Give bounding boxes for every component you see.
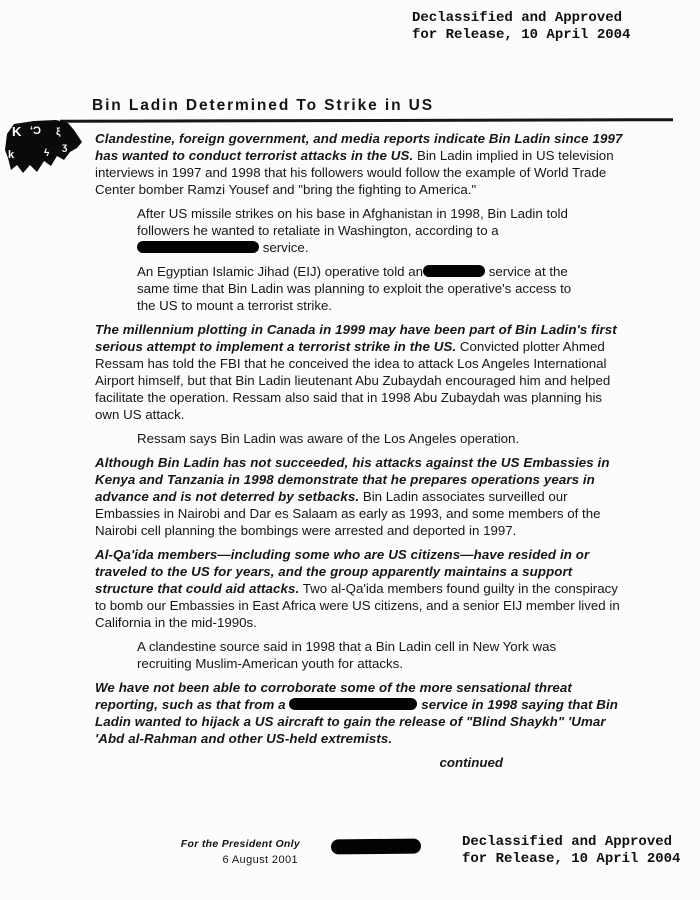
paragraph-embassy-attacks	[95, 454, 623, 539]
lead-sentence: Although Bin Ladin has not succeeded, his attacks against the US Embassies in Kenya and Tanzania in 1998 demonstrate that he prepares operations years in advance and is not deterred by setbacks.	[95, 455, 610, 504]
paragraph-text: Two al-Qa'ida members found guilty in the conspiracy to bomb our Embassies in East Africa were US citizens, and a senior EIJ member lived in California in the mid-1990s.	[95, 581, 620, 630]
svg-text:K: K	[12, 124, 22, 139]
quote-text: After US missile strikes on his base in Afghanistan in 1998, Bin Ladin told followers he wanted to retaliate in Washington, according to a	[137, 206, 568, 238]
lead-sentence: The millennium plotting in Canada in 1999 may have been part of Bin Ladin's first serious attempt to implement a terrorist strike in the US.	[95, 322, 617, 354]
paragraph-summary-1	[95, 130, 623, 198]
quote-paragraph-eij	[137, 263, 575, 314]
declass-top-line2: for Release, 10 April 2004	[412, 26, 631, 43]
continued-label: continued	[439, 755, 503, 770]
redaction-bar	[289, 698, 417, 710]
lead-sentence: Clandestine, foreign government, and media reports indicate Bin Ladin since 1997 has wanted to conduct terrorist attacks in the US.	[95, 131, 623, 163]
redaction-bar-footer	[331, 839, 421, 855]
paragraph-alqaida-members	[95, 546, 623, 631]
svg-text:ϟ: ϟ	[44, 148, 50, 159]
declass-bottom-line1: Declassified and Approved	[462, 834, 673, 850]
paragraph-text: Bin Ladin associates surveilled our Embassies in Nairobi and Dar es Salaam as early as 1993, and some members of the Nairobi cell planning the bombings were arrested and deported in 1997.	[95, 489, 601, 538]
quote-text: service.	[262, 240, 309, 255]
declass-top-line1: Declassified and Approved	[412, 10, 623, 26]
document-title: Bin Ladin Determined To Strike in US	[92, 97, 434, 114]
footer-distribution-block	[140, 838, 300, 866]
paragraph-text: Bin Ladin implied in US television interviews in 1997 and 1998 that his followers would follow the example of World Trade Center bomber Ramzi Yousef and "bring the fighting to America."	[95, 148, 614, 197]
brief-date-label: 6 August 2001	[222, 854, 298, 866]
paragraph-text: Convicted plotter Ahmed Ressam has told the FBI that he conceived the idea to attack Los Angeles International Airport himself, but that Bin Ladin lieutenant Abu Zubaydah encouraged him and helped facilitate the operation. Ressam also said that in 1998 Abu Zubaydah was planning his own US attack.	[95, 339, 611, 422]
svg-text:ʻϽ: ʻϽ	[30, 125, 41, 137]
for-president-only-label: For the President Only	[180, 838, 300, 850]
svg-text:k: k	[8, 149, 15, 161]
paragraph-text: We have not been able to corroborate some of the more sensational threat reporting, such as that from a	[95, 680, 572, 712]
quote-paragraph-afghanistan	[137, 205, 575, 256]
declassification-stamp-bottom	[462, 834, 680, 867]
lead-sentence: Al-Qa'ida members—including some who are US citizens—have resided in or traveled to the US for years, and the group apparently maintains a support structure that could aid attacks.	[95, 547, 590, 596]
quote-paragraph-newyork-cell	[137, 638, 575, 672]
quote-text: An Egyptian Islamic Jihad (EIJ) operative told an	[137, 264, 424, 279]
paragraph-millennium-plot	[95, 321, 623, 423]
paragraph-sensational-reporting	[95, 679, 623, 747]
body-text-column	[95, 130, 623, 771]
quote-text: service at the same time that Bin Ladin was planning to exploit the operative's access to the US to mount a terrorist strike.	[137, 264, 572, 313]
redaction-bar	[423, 265, 485, 277]
quote-paragraph-ressam	[137, 430, 575, 447]
svg-text:ʒ: ʒ	[62, 142, 68, 153]
paragraph-text: service in 1998 saying that Bin Ladin wanted to hijack a US aircraft to gain the release of "Blind Shaykh" 'Umar 'Abd al-Rahman and other US-held extremists.	[95, 697, 618, 746]
redaction-bar	[137, 241, 259, 253]
title-divider-rule	[60, 118, 673, 123]
declass-bottom-line2: for Release, 10 April 2004	[462, 850, 681, 867]
svg-text:ξ: ξ	[56, 127, 61, 138]
redacted-stamp-blob-icon	[4, 120, 86, 186]
quote-text: Ressam says Bin Ladin was aware of the Los Angeles operation.	[137, 431, 520, 446]
declassification-stamp-top	[412, 10, 630, 43]
quote-text: A clandestine source said in 1998 that a Bin Ladin cell in New York was recruiting Muslim-American youth for attacks.	[137, 639, 557, 671]
